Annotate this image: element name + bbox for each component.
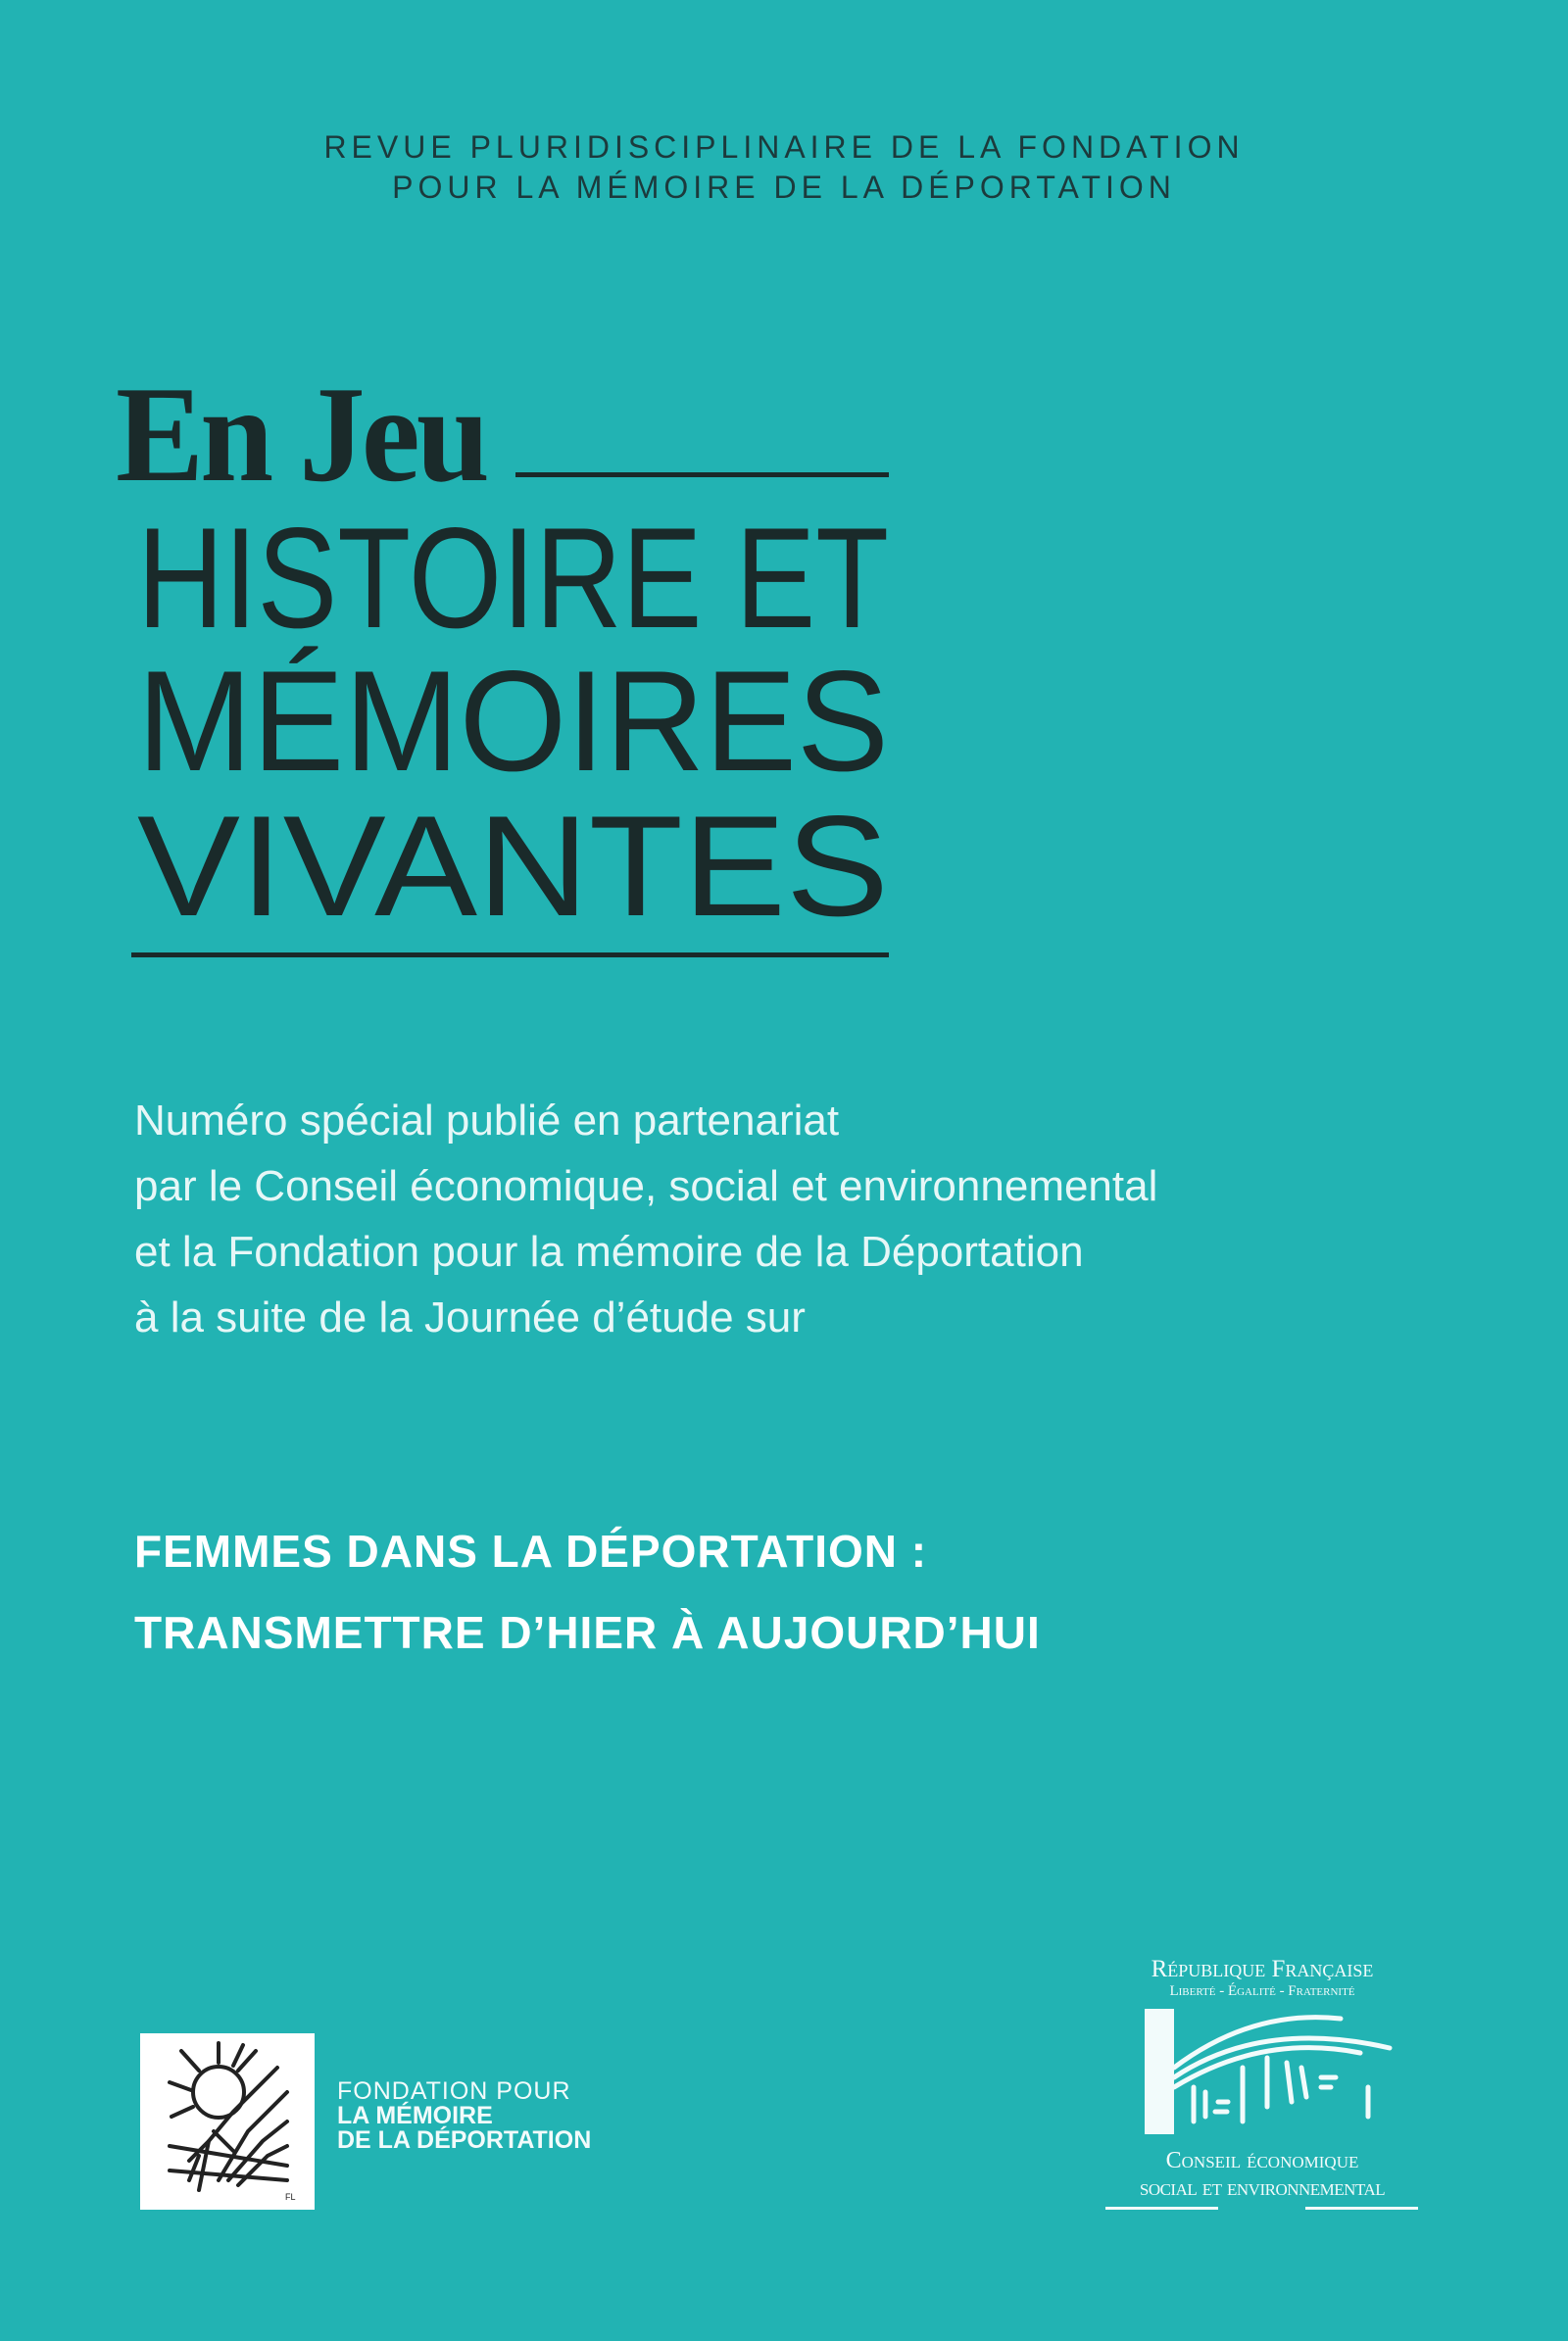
title-line-1: HISTOIRE ET bbox=[137, 498, 889, 658]
en-jeu-logo: En Jeu bbox=[116, 359, 488, 511]
fmd-line-2: LA MÉMOIRE bbox=[337, 2102, 493, 2129]
intro-line: par le Conseil économique, social et environnemental bbox=[134, 1162, 1158, 1210]
cese-rule-right bbox=[1305, 2207, 1418, 2210]
theme-line: FEMMES DANS LA DÉPORTATION : bbox=[134, 1526, 928, 1577]
theme-title bbox=[134, 1511, 1041, 1674]
fmd-emblem bbox=[140, 2033, 315, 2210]
fmd-wordmark bbox=[337, 2079, 591, 2153]
cese-line-3: Conseil économique bbox=[1165, 2148, 1359, 2173]
theme-line: TRANSMETTRE D’HIER À AUJOURD’HUI bbox=[134, 1607, 1041, 1658]
cese-line-1: République Française bbox=[1151, 1956, 1374, 1982]
intro-line: à la suite de la Journée d’étude sur bbox=[134, 1293, 806, 1341]
cese-line-4: social et environnemental bbox=[1139, 2175, 1386, 2201]
logo-rule bbox=[515, 472, 889, 477]
cese-rule-left bbox=[1105, 2207, 1218, 2210]
cese-line-2: Liberté - Égalité - Fraternité bbox=[1169, 1983, 1355, 1999]
artist-signature: FL bbox=[285, 2192, 296, 2202]
intro-line: Numéro spécial publié en partenariat bbox=[134, 1097, 840, 1145]
fmd-line-1: FONDATION POUR bbox=[337, 2077, 571, 2105]
header-line-2: POUR LA MÉMOIRE DE LA DÉPORTATION bbox=[392, 170, 1176, 205]
intro-line: et la Fondation pour la mémoire de la Déportation bbox=[134, 1228, 1084, 1276]
cese-building-icon bbox=[1145, 2009, 1399, 2136]
title-line-2: MÉMOIRES bbox=[137, 641, 889, 801]
header-line-1: REVUE PLURIDISCIPLINAIRE DE LA FONDATION bbox=[323, 129, 1245, 165]
fmd-line-3: DE LA DÉPORTATION bbox=[337, 2126, 592, 2154]
masthead bbox=[0, 0, 1568, 980]
hands-sun-icon bbox=[140, 2033, 315, 2210]
title-rule bbox=[131, 952, 889, 957]
intro-paragraph bbox=[134, 1088, 1157, 1350]
title-line-3: VIVANTES bbox=[137, 786, 890, 946]
